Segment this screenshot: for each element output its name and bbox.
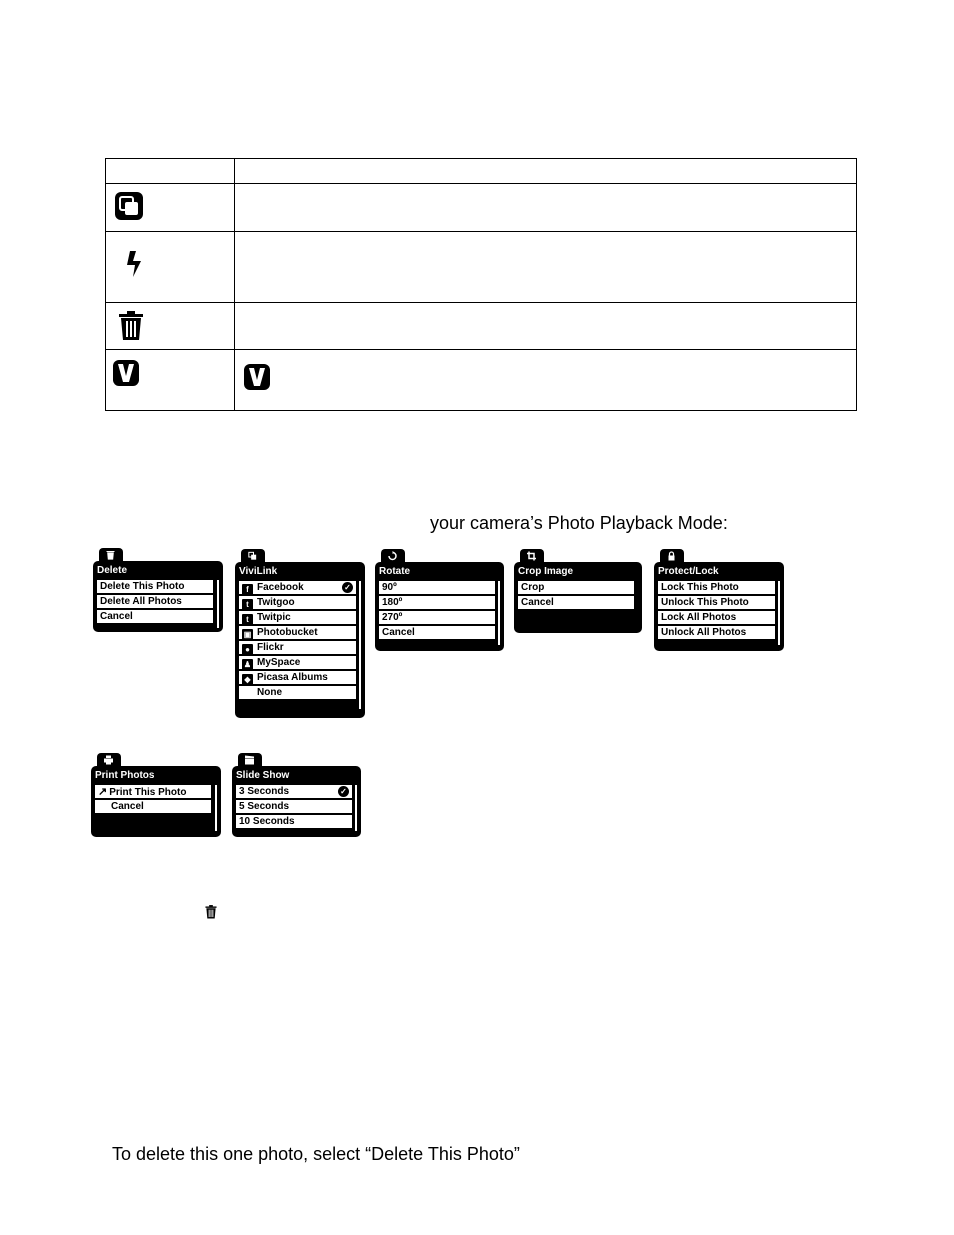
slide-show-menu — [232, 766, 361, 837]
vivilink-icon — [112, 359, 140, 387]
table-description — [235, 303, 857, 350]
vivilink-icon — [243, 363, 271, 391]
crop-menu — [514, 562, 642, 633]
trash-icon — [205, 905, 217, 919]
scrollbar[interactable] — [216, 579, 220, 629]
table-row — [106, 350, 857, 411]
photobucket-icon: ▣ — [243, 630, 252, 639]
trash-icon — [105, 550, 116, 560]
menu-item-90[interactable]: 90º — [378, 580, 496, 595]
flash-icon — [121, 249, 151, 279]
trash-icon — [118, 311, 144, 341]
menu-item-5-seconds[interactable]: 5 Seconds — [235, 799, 353, 814]
delete-menu — [93, 561, 223, 632]
scrollbar[interactable] — [354, 784, 358, 832]
menu-title: Protect/Lock — [658, 566, 719, 577]
copy-icon — [247, 551, 258, 561]
lock-icon — [666, 551, 677, 561]
print-link-icon: ↗ — [98, 786, 108, 798]
menu-item-none[interactable]: None — [238, 685, 357, 700]
picasa-icon: ◆ — [242, 674, 253, 685]
intro-text: your camera’s Photo Playback Mode: — [430, 513, 728, 533]
menu-title: Delete — [97, 565, 128, 576]
table-description — [235, 184, 857, 232]
protect-lock-menu — [654, 562, 784, 651]
facebook-icon: f — [242, 584, 253, 595]
scrollbar[interactable] — [214, 784, 218, 832]
menu-item-cancel[interactable]: Cancel — [517, 595, 635, 610]
menu-item-lock-this-photo[interactable]: Lock This Photo — [657, 580, 776, 595]
menu-item-270[interactable]: 270º — [378, 610, 496, 625]
vivilink-menu — [235, 562, 365, 718]
table-row — [106, 184, 857, 232]
menu-title: Slide Show — [236, 770, 290, 781]
menu-item-unlock-this-photo[interactable]: Unlock This Photo — [657, 595, 776, 610]
menu-item-cancel[interactable]: Cancel — [96, 609, 214, 624]
printer-icon — [103, 755, 114, 765]
table-header-cell — [235, 159, 857, 184]
menu-item-twitgoo[interactable]: t Twitgoo — [238, 595, 357, 610]
table-description — [235, 232, 857, 303]
menu-item-facebook[interactable]: f Facebook ✓ — [238, 580, 357, 595]
check-icon: ✓ — [342, 582, 353, 593]
menu-item-10-seconds[interactable]: 10 Seconds — [235, 814, 353, 829]
table-header-row — [106, 159, 857, 184]
menu-item-cancel[interactable]: Cancel — [378, 625, 496, 640]
menu-title: Print Photos — [95, 770, 155, 781]
menu-item-print-this-photo[interactable]: ↗ Print This Photo — [94, 784, 212, 799]
menu-title: Rotate — [379, 566, 411, 577]
rotate-menu — [375, 562, 504, 651]
menu-item-180[interactable]: 180º — [378, 595, 496, 610]
scrollbar[interactable] — [777, 580, 781, 646]
rotate-icon — [387, 551, 398, 561]
menu-item-picasa-albums[interactable]: ◆ Picasa Albums — [238, 670, 357, 685]
menu-item-flickr[interactable]: ● Flickr — [238, 640, 357, 655]
instruction-text: To delete this one photo, select “Delete This Photo” — [112, 1144, 520, 1164]
twitpic-icon: t — [242, 614, 253, 625]
table-header-cell — [106, 159, 235, 184]
menu-title: ViviLink — [239, 566, 278, 577]
twitgoo-icon: t — [242, 599, 253, 610]
print-photos-menu — [91, 766, 221, 837]
menu-item-delete-all-photos[interactable]: Delete All Photos — [96, 594, 214, 609]
menu-item-crop[interactable]: Crop — [517, 580, 635, 595]
scrollbar[interactable] — [358, 580, 362, 710]
myspace-icon: ♟ — [243, 660, 252, 669]
menu-item-twitpic[interactable]: t Twitpic — [238, 610, 357, 625]
menu-item-myspace[interactable]: ♟ MySpace — [238, 655, 357, 670]
menu-item-empty — [94, 814, 212, 829]
check-icon: ✓ — [338, 786, 349, 797]
icon-table — [105, 158, 857, 411]
menu-item-photobucket[interactable]: ▣ Photobucket — [238, 625, 357, 640]
crop-icon — [526, 551, 537, 561]
menu-item-cancel[interactable]: Cancel — [94, 799, 212, 814]
copy-icon — [114, 191, 144, 221]
scrollbar[interactable] — [636, 580, 640, 628]
table-row — [106, 303, 857, 350]
menu-item-lock-all-photos[interactable]: Lock All Photos — [657, 610, 776, 625]
menu-item-3-seconds[interactable]: 3 Seconds ✓ — [235, 784, 353, 799]
slideshow-icon — [244, 755, 255, 765]
scrollbar[interactable] — [497, 580, 501, 646]
flickr-icon: ● — [242, 644, 253, 655]
menu-title: Crop Image — [518, 566, 574, 577]
menu-item-unlock-all-photos[interactable]: Unlock All Photos — [657, 625, 776, 640]
menu-item-delete-this-photo[interactable]: Delete This Photo — [96, 579, 214, 594]
table-row — [106, 232, 857, 303]
